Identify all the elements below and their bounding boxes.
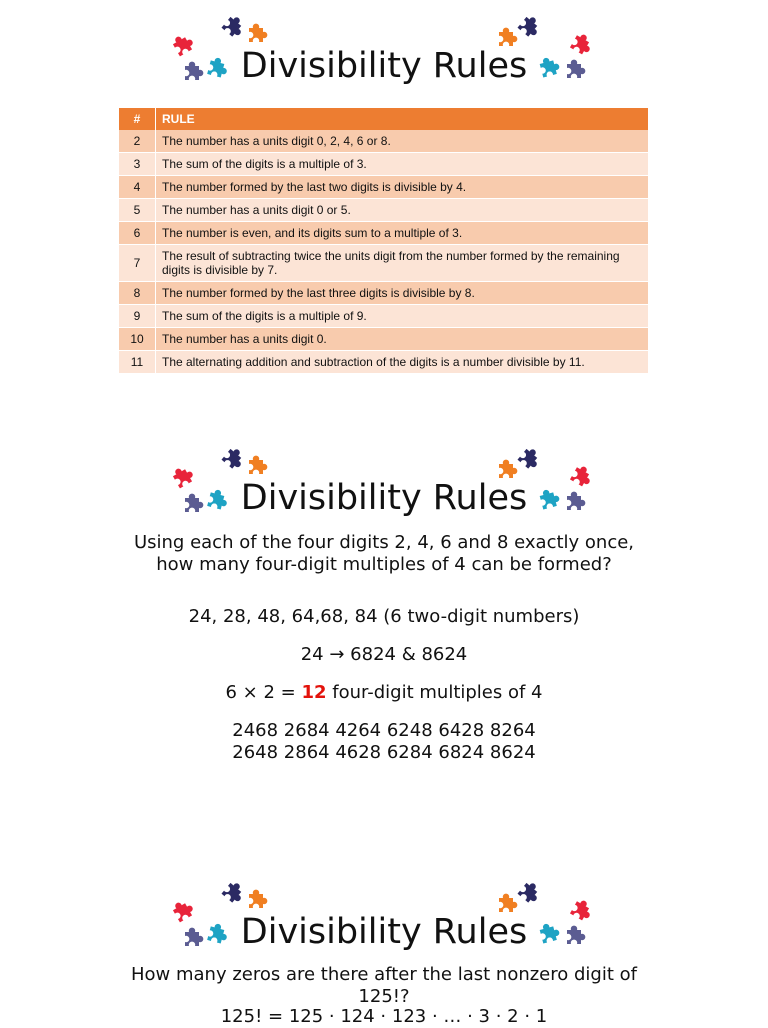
slide-2 xyxy=(0,432,768,832)
factorial-expansion: 125! = 125 · 124 · 123 · … · 3 · 2 · 1 xyxy=(220,1006,548,1027)
solution-step: 24 → 6824 & 8624 xyxy=(300,644,468,665)
table-row xyxy=(119,245,649,282)
table-row xyxy=(119,282,649,305)
answer-value: 12 xyxy=(301,682,327,703)
column-header-rule: RULE xyxy=(156,108,649,130)
divisibility-rules-table xyxy=(119,108,649,374)
table-header-row xyxy=(119,108,649,130)
rule-number: 4 xyxy=(119,176,156,199)
table-row xyxy=(119,351,649,374)
table-row xyxy=(119,199,649,222)
question-text xyxy=(0,532,768,576)
table-row xyxy=(119,328,649,351)
question-line: how many four-digit multiples of 4 can be formed? xyxy=(156,554,612,575)
rule-text: The number has a units digit 0 or 5. xyxy=(156,199,649,222)
answer-prefix: 6 × 2 = xyxy=(225,682,302,703)
rule-number: 7 xyxy=(119,245,156,282)
table-row xyxy=(119,176,649,199)
rule-text: The number has a units digit 0, 2, 4, 6 or 8. xyxy=(156,130,649,153)
rule-text: The number is even, and its digits sum to a multiple of 3. xyxy=(156,222,649,245)
rule-number: 3 xyxy=(119,153,156,176)
slide-1 xyxy=(0,0,768,380)
rule-number: 10 xyxy=(119,328,156,351)
multiples-list xyxy=(0,720,768,764)
rule-text: The number formed by the last three digits is divisible by 8. xyxy=(156,282,649,305)
slide-title: Divisibility Rules xyxy=(240,912,528,952)
multiples-line: 2468 2684 4264 6248 6428 8264 xyxy=(232,720,536,741)
solution-step xyxy=(0,682,768,704)
table-row xyxy=(119,305,649,328)
question-line: How many zeros are there after the last nonzero digit of xyxy=(131,964,637,985)
rule-number: 9 xyxy=(119,305,156,328)
rule-text: The number formed by the last two digits is divisible by 4. xyxy=(156,176,649,199)
slide-3 xyxy=(0,866,768,1027)
rule-number: 2 xyxy=(119,130,156,153)
slide-heading xyxy=(0,866,768,952)
question-text xyxy=(0,964,768,1008)
rule-text: The result of subtracting twice the units digit from the number formed by the remaining digits is divisible by 7. xyxy=(156,245,649,282)
question-line: Using each of the four digits 2, 4, 6 and 8 exactly once, xyxy=(133,532,635,553)
solution-step: 24, 28, 48, 64,68, 84 (6 two-digit numbers) xyxy=(188,606,580,627)
slide-heading xyxy=(0,432,768,518)
rule-text: The number has a units digit 0. xyxy=(156,328,649,351)
rule-text: The alternating addition and subtraction of the digits is a number divisible by 11. xyxy=(156,351,649,374)
multiples-line: 2648 2864 4628 6284 6824 8624 xyxy=(232,742,536,763)
slide-title: Divisibility Rules xyxy=(240,478,528,518)
rule-number: 6 xyxy=(119,222,156,245)
question-line: 125!? xyxy=(358,986,410,1007)
rule-number: 8 xyxy=(119,282,156,305)
table-row xyxy=(119,222,649,245)
rule-number: 5 xyxy=(119,199,156,222)
answer-suffix: four-digit multiples of 4 xyxy=(326,682,543,703)
slide-title: Divisibility Rules xyxy=(240,46,528,86)
slide-heading xyxy=(0,0,768,86)
rule-text: The sum of the digits is a multiple of 9. xyxy=(156,305,649,328)
table-row xyxy=(119,153,649,176)
table-row xyxy=(119,130,649,153)
rule-text: The sum of the digits is a multiple of 3. xyxy=(156,153,649,176)
rule-number: 11 xyxy=(119,351,156,374)
column-header-number: # xyxy=(119,108,156,130)
